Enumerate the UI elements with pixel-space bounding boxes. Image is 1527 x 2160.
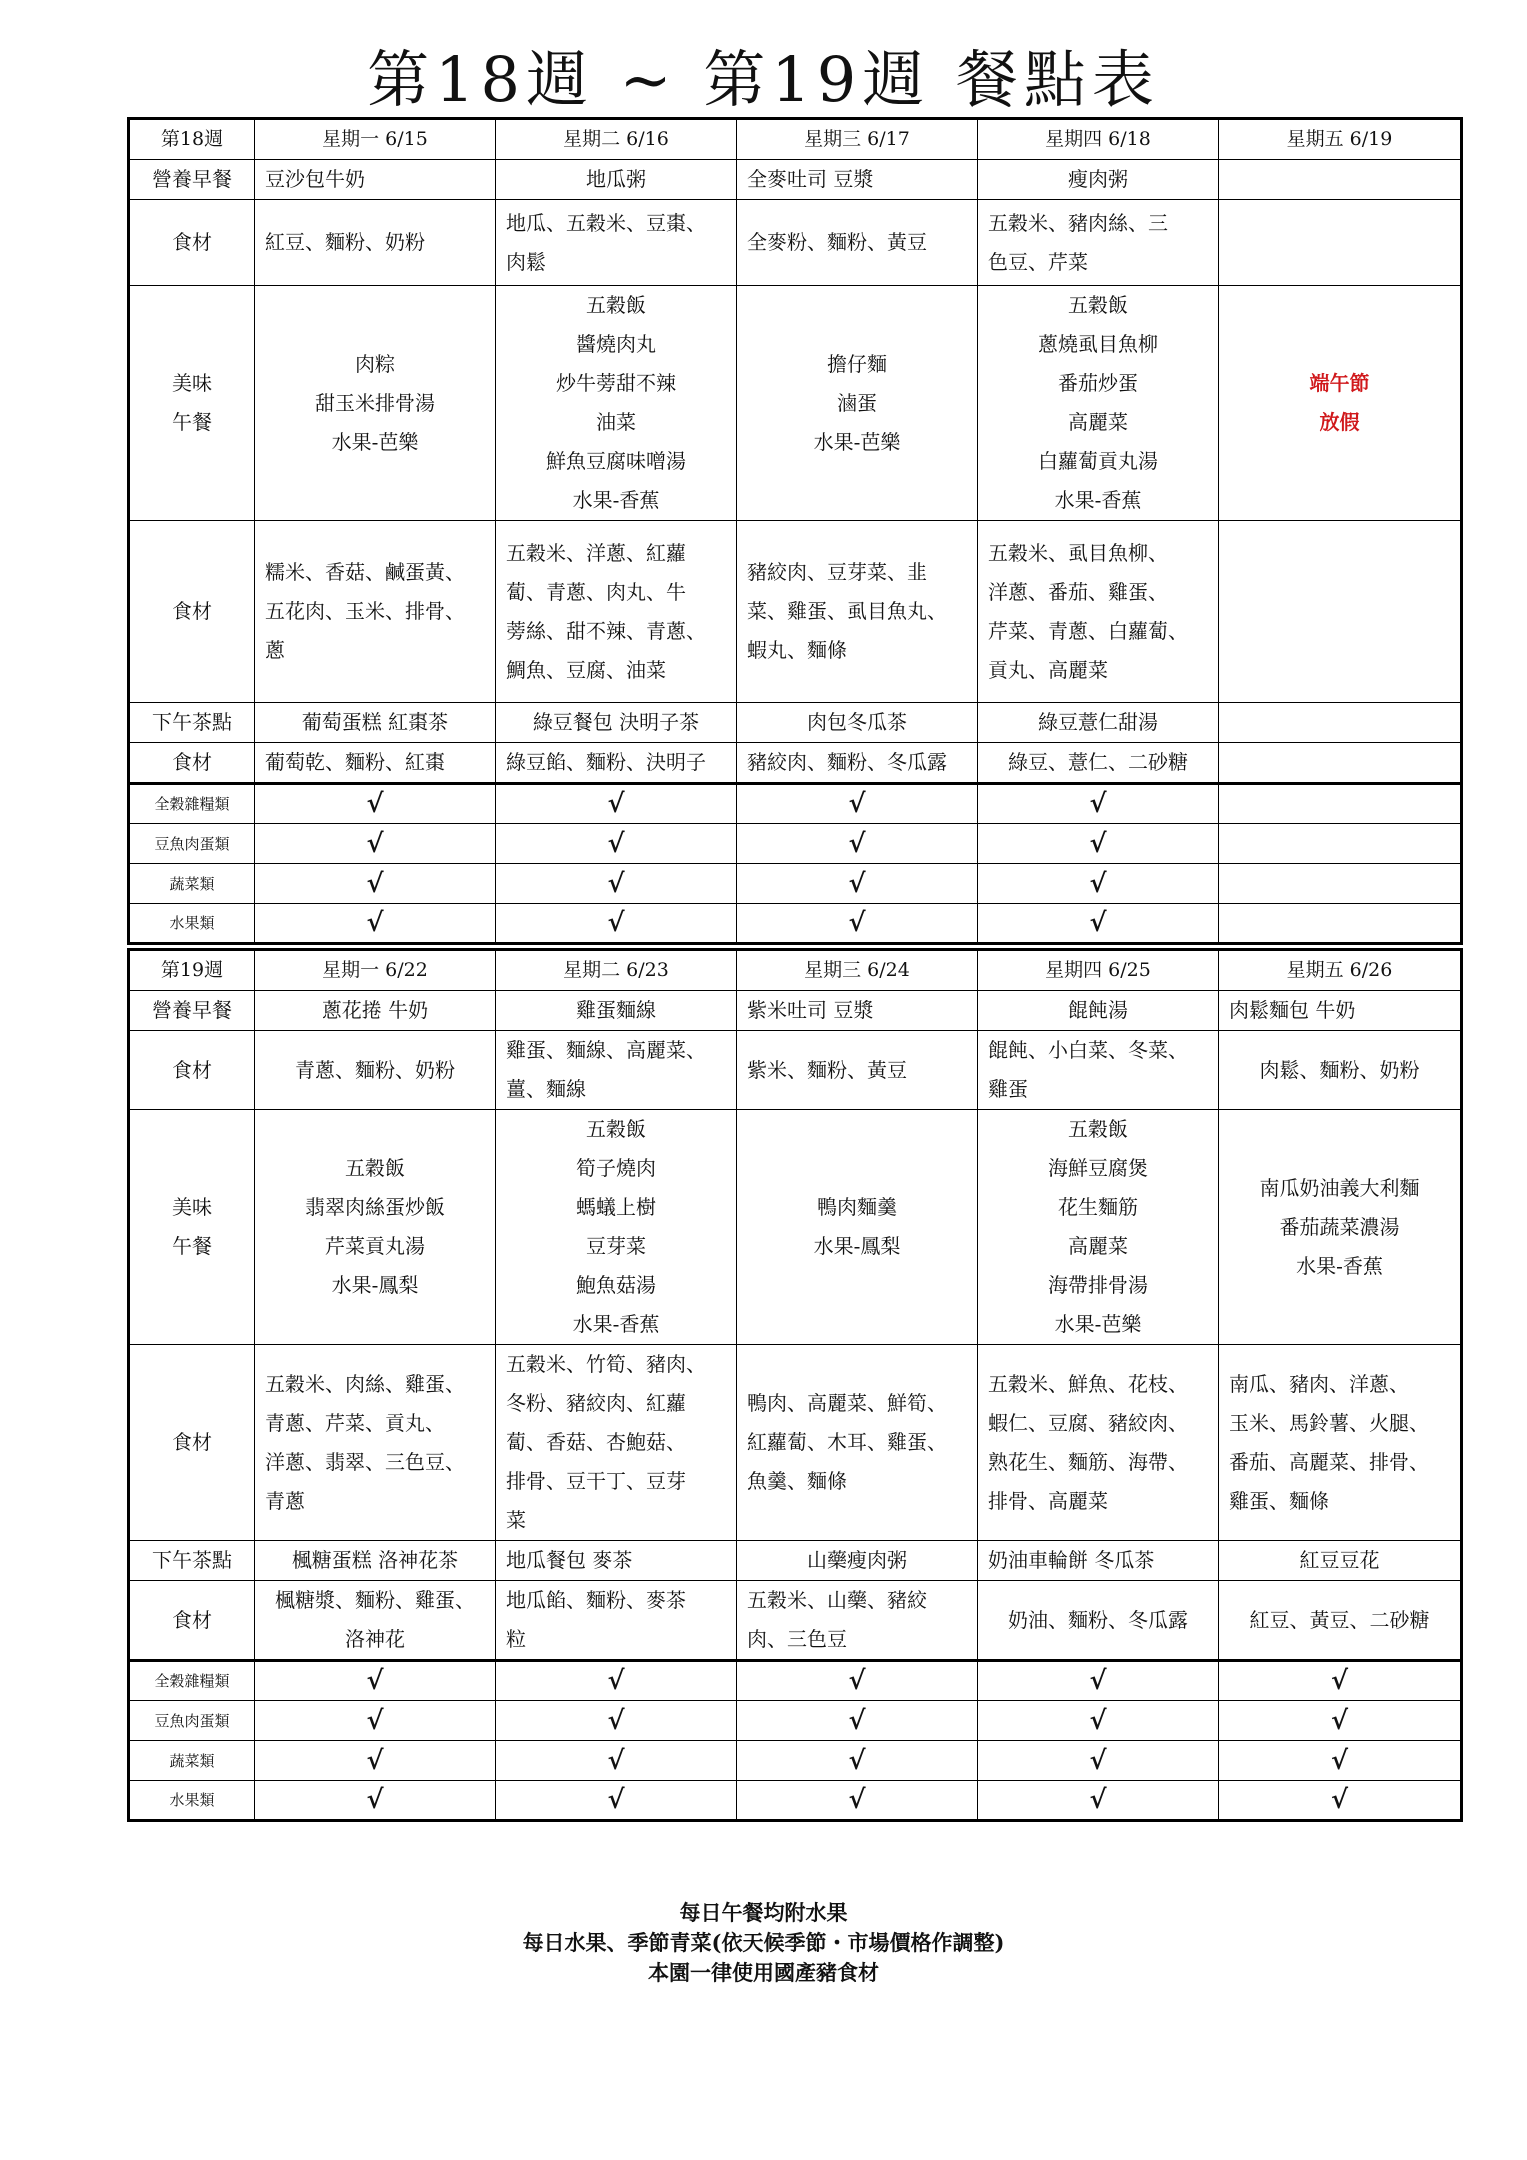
breakfast-cell-line: 雞蛋麵線 <box>576 998 656 1022</box>
row-label <box>129 521 255 703</box>
lunch-ingredients-cell-line: 雞蛋、麵條 <box>1229 1488 1329 1513</box>
food-group-protein-row <box>129 824 1462 864</box>
lunch-cell-line: 番茄蔬菜濃湯 <box>1279 1214 1400 1239</box>
row-label <box>129 991 255 1031</box>
week-header-row <box>129 950 1462 991</box>
lunch-ingredients-cell-line: 青蔥、芹菜、貢丸、 <box>265 1410 445 1435</box>
lunch-cell-line: 鮮魚豆腐味噌湯 <box>546 449 686 473</box>
week-label: 第18週 <box>129 119 255 160</box>
day-header: 星期一 6/22 <box>255 950 496 991</box>
lunch-ingredients-cell-line: 五穀米、竹筍、豬肉、 <box>506 1352 706 1376</box>
lunch-cell-line: 端午節 <box>1309 371 1370 395</box>
lunch-ingredients-cell-line: 豬絞肉、豆芽菜、韭 <box>747 560 927 584</box>
snack-ingredients-cell-line: 楓糖漿、麵粉、雞蛋、 <box>275 1588 475 1612</box>
checkmark-icon: √ <box>255 1701 496 1741</box>
lunch-cell-line: 油菜 <box>596 410 636 434</box>
food-group-fruits-row <box>129 904 1462 944</box>
lunch-cell <box>1219 1110 1462 1345</box>
lunch-cell-line: 五穀飯 <box>1068 1117 1128 1141</box>
lunch-row <box>129 1110 1462 1345</box>
lunch-ingredients-cell <box>737 1345 978 1541</box>
checkmark-icon <box>1219 824 1462 864</box>
row-label-line: 食材 <box>172 230 212 254</box>
snack-cell-line: 肉包冬瓜茶 <box>807 710 907 734</box>
row-label <box>129 1345 255 1541</box>
lunch-ingredients-cell-line: 鴨肉、高麗菜、鮮筍、 <box>747 1391 947 1415</box>
food-group-grains-row <box>129 784 1462 824</box>
checkmark-icon: √ <box>496 824 737 864</box>
row-label-line: 食材 <box>172 1607 212 1632</box>
checkmark-icon: √ <box>1219 1661 1462 1701</box>
lunch-ingredients-cell-line: 五穀米、肉絲、雞蛋、 <box>265 1371 465 1396</box>
breakfast-ingredients-cell-line: 地瓜、五穀米、豆棗、 <box>506 210 706 235</box>
food-group-vegetables-row <box>129 864 1462 904</box>
lunch-cell-line: 鴨肉麵羹 <box>817 1195 897 1219</box>
lunch-cell-line: 高麗菜 <box>1068 410 1128 434</box>
breakfast-cell-line: 肉鬆麵包 牛奶 <box>1229 998 1356 1022</box>
lunch-cell-line: 白蘿蔔貢丸湯 <box>1038 449 1158 473</box>
lunch-row <box>129 286 1462 521</box>
breakfast-ingredients-cell <box>978 1031 1219 1110</box>
checkmark-icon <box>1219 784 1462 824</box>
breakfast-cell-line: 紫米吐司 豆漿 <box>747 998 874 1022</box>
snack-ingredients-cell <box>496 743 737 784</box>
lunch-ingredients-cell-line: 蔔、香菇、杏鮑菇、 <box>506 1430 686 1454</box>
lunch-ingredients-cell-line: 洋蔥、翡翠、三色豆、 <box>265 1449 465 1474</box>
lunch-cell-line: 炒牛蒡甜不辣 <box>556 371 676 395</box>
lunch-cell-line: 花生麵筋 <box>1058 1195 1138 1219</box>
breakfast-ingredients-cell <box>1219 1031 1462 1110</box>
breakfast-cell <box>737 991 978 1031</box>
checkmark-icon <box>1219 864 1462 904</box>
lunch-ingredients-cell-line: 魚羹、麵條 <box>747 1469 847 1493</box>
snack-cell <box>978 1541 1219 1581</box>
day-header: 星期五 6/19 <box>1219 119 1462 160</box>
snack-ingredients-cell-line: 奶油、麵粉、冬瓜露 <box>1008 1607 1188 1632</box>
lunch-cell-line: 芹菜貢丸湯 <box>325 1234 425 1258</box>
breakfast-ingredients-cell-line: 餛飩、小白菜、冬菜、 <box>988 1038 1188 1062</box>
checkmark-icon <box>1219 904 1462 944</box>
breakfast-cell <box>496 160 737 200</box>
checkmark-icon: √ <box>496 784 737 824</box>
snack-ingredients-cell <box>737 1581 978 1661</box>
lunch-cell-line: 醬燒肉丸 <box>576 332 656 356</box>
lunch-ingredients-cell <box>737 521 978 703</box>
lunch-cell-line: 水果-鳳梨 <box>813 1234 901 1258</box>
breakfast-ingredients-cell-line: 雞蛋 <box>988 1077 1028 1101</box>
snack-ingredients-cell <box>1219 743 1462 784</box>
lunch-ingredients-cell-line: 蝦丸、麵條 <box>747 638 847 662</box>
row-label <box>129 1581 255 1661</box>
checkmark-icon: √ <box>737 1741 978 1781</box>
lunch-ingredients-cell <box>1219 1345 1462 1541</box>
checkmark-icon: √ <box>496 1661 737 1701</box>
snack-ingredients-cell <box>255 1581 496 1661</box>
breakfast-ingredients-cell-line: 全麥粉、麵粉、黃豆 <box>747 230 927 254</box>
row-label <box>129 200 255 286</box>
food-group-protein-row <box>129 1701 1462 1741</box>
lunch-ingredients-cell-line: 蔔、青蔥、肉丸、牛 <box>506 579 686 604</box>
lunch-ingredients-cell-line: 鯛魚、豆腐、油菜 <box>506 657 666 682</box>
snack-ingredients-cell-line: 洛神花 <box>345 1627 405 1651</box>
breakfast-ingredients-row <box>129 1031 1462 1110</box>
checkmark-icon: √ <box>255 1661 496 1701</box>
checkmark-icon: √ <box>978 1701 1219 1741</box>
food-group-label: 全穀雜糧類 <box>129 784 255 824</box>
day-header: 星期二 6/23 <box>496 950 737 991</box>
breakfast-cell <box>978 991 1219 1031</box>
lunch-cell-line: 水果-香蕉 <box>572 1312 660 1336</box>
lunch-cell-line: 甜玉米排骨湯 <box>315 390 435 415</box>
checkmark-icon: √ <box>978 824 1219 864</box>
food-group-label: 全穀雜糧類 <box>129 1661 255 1701</box>
snack-ingredients-cell <box>1219 1581 1462 1661</box>
lunch-cell-line: 水果-芭樂 <box>813 429 901 454</box>
lunch-cell-line: 南瓜奶油義大利麵 <box>1259 1175 1420 1200</box>
lunch-ingredients-cell <box>255 1345 496 1541</box>
snack-cell-line: 綠豆餐包 決明子茶 <box>532 710 700 734</box>
footer-notes <box>0 1898 1527 1988</box>
lunch-ingredients-row <box>129 521 1462 703</box>
breakfast-ingredients-cell-line: 肉鬆 <box>506 249 546 274</box>
checkmark-icon: √ <box>1219 1781 1462 1821</box>
checkmark-icon: √ <box>255 784 496 824</box>
food-group-label: 水果類 <box>129 1781 255 1821</box>
snack-cell-line: 楓糖蛋糕 洛神花茶 <box>291 1548 459 1572</box>
lunch-ingredients-cell-line: 菜、雞蛋、虱目魚丸、 <box>747 599 947 623</box>
lunch-ingredients-cell <box>1219 521 1462 703</box>
snack-ingredients-cell-line: 肉、三色豆 <box>747 1627 847 1651</box>
row-label-line: 下午茶點 <box>152 1548 232 1572</box>
lunch-cell <box>496 286 737 521</box>
snack-ingredients-cell <box>255 743 496 784</box>
snack-ingredients-cell-line: 粒 <box>506 1627 526 1651</box>
lunch-cell <box>737 1110 978 1345</box>
lunch-cell <box>978 286 1219 521</box>
checkmark-icon: √ <box>1219 1701 1462 1741</box>
lunch-ingredients-cell-line: 五穀米、鮮魚、花枝、 <box>988 1371 1188 1396</box>
row-label-line: 食材 <box>172 1057 212 1082</box>
breakfast-ingredients-cell <box>496 200 737 286</box>
lunch-ingredients-cell-line: 五花肉、玉米、排骨、 <box>265 599 465 623</box>
snack-row <box>129 703 1462 743</box>
lunch-cell-line: 水果-鳳梨 <box>331 1273 419 1297</box>
breakfast-ingredients-row <box>129 200 1462 286</box>
day-header: 星期二 6/16 <box>496 119 737 160</box>
breakfast-row <box>129 991 1462 1031</box>
snack-cell-line: 奶油車輪餅 冬瓜茶 <box>988 1548 1155 1572</box>
lunch-cell <box>496 1110 737 1345</box>
breakfast-cell <box>978 160 1219 200</box>
breakfast-ingredients-cell-line: 雞蛋、麵線、高麗菜、 <box>506 1038 706 1062</box>
lunch-cell-line: 水果-香蕉 <box>1296 1253 1383 1278</box>
snack-cell <box>737 1541 978 1581</box>
lunch-cell-line: 螞蟻上樹 <box>576 1195 656 1219</box>
snack-ingredients-cell-line: 地瓜餡、麵粉、麥茶 <box>506 1588 686 1612</box>
snack-cell-line: 葡萄蛋糕 紅棗茶 <box>301 710 449 734</box>
lunch-cell-line: 筍子燒肉 <box>576 1156 656 1180</box>
lunch-cell-line: 水果-香蕉 <box>1054 488 1142 512</box>
snack-ingredients-row <box>129 743 1462 784</box>
lunch-ingredients-cell-line: 洋蔥、番茄、雞蛋、 <box>988 579 1168 604</box>
checkmark-icon: √ <box>496 1741 737 1781</box>
checkmark-icon: √ <box>978 784 1219 824</box>
checkmark-icon: √ <box>737 1701 978 1741</box>
lunch-cell-line: 番茄炒蛋 <box>1058 371 1138 395</box>
day-header: 星期三 6/24 <box>737 950 978 991</box>
snack-cell-line: 綠豆薏仁甜湯 <box>1038 710 1158 734</box>
row-label <box>129 1541 255 1581</box>
breakfast-row <box>129 160 1462 200</box>
lunch-ingredients-cell-line: 蔥 <box>265 638 285 662</box>
breakfast-cell <box>255 160 496 200</box>
lunch-ingredients-cell-line: 五穀米、洋蔥、紅蘿 <box>506 540 686 565</box>
day-header: 星期四 6/18 <box>978 119 1219 160</box>
lunch-cell <box>1219 286 1462 521</box>
food-group-label: 豆魚肉蛋類 <box>129 1701 255 1741</box>
checkmark-icon: √ <box>255 1781 496 1821</box>
lunch-cell-line: 海鮮豆腐煲 <box>1048 1156 1148 1180</box>
snack-cell <box>496 703 737 743</box>
lunch-cell <box>255 286 496 521</box>
snack-cell <box>255 1541 496 1581</box>
row-label-line: 食材 <box>172 1430 212 1454</box>
checkmark-icon: √ <box>1219 1741 1462 1781</box>
lunch-ingredients-cell <box>978 1345 1219 1541</box>
row-label-line: 美味 <box>172 1195 212 1219</box>
checkmark-icon: √ <box>496 864 737 904</box>
breakfast-ingredients-cell-line: 肉鬆、麵粉、奶粉 <box>1259 1057 1420 1082</box>
breakfast-cell-line: 餛飩湯 <box>1068 998 1128 1022</box>
lunch-ingredients-cell <box>255 521 496 703</box>
footer-line: 本園一律使用國產豬食材 <box>648 1960 879 1985</box>
lunch-cell-line: 擔仔麵 <box>827 351 887 376</box>
snack-ingredients-cell-line: 紅豆、黃豆、二砂糖 <box>1249 1607 1430 1632</box>
snack-cell <box>1219 1541 1462 1581</box>
lunch-ingredients-cell-line: 五穀米、虱目魚柳、 <box>988 540 1168 565</box>
food-group-fruits-row <box>129 1781 1462 1821</box>
snack-row <box>129 1541 1462 1581</box>
snack-ingredients-row <box>129 1581 1462 1661</box>
row-label <box>129 1110 255 1345</box>
food-group-grains-row <box>129 1661 1462 1701</box>
lunch-ingredients-cell-line: 青蔥 <box>265 1488 305 1513</box>
food-group-label: 豆魚肉蛋類 <box>129 824 255 864</box>
checkmark-icon: √ <box>978 1781 1219 1821</box>
lunch-ingredients-cell <box>496 521 737 703</box>
checkmark-icon: √ <box>737 1661 978 1701</box>
row-label <box>129 1031 255 1110</box>
week-19-menu-table <box>127 948 1463 1822</box>
breakfast-cell-line: 瘦肉粥 <box>1068 167 1128 191</box>
checkmark-icon: √ <box>978 1741 1219 1781</box>
lunch-cell-line: 高麗菜 <box>1068 1234 1128 1258</box>
lunch-ingredients-row <box>129 1345 1462 1541</box>
row-label-line: 下午茶點 <box>152 710 232 734</box>
day-header: 星期四 6/25 <box>978 950 1219 991</box>
checkmark-icon: √ <box>255 824 496 864</box>
breakfast-cell-line: 地瓜粥 <box>586 167 646 191</box>
food-group-label: 水果類 <box>129 904 255 944</box>
row-label <box>129 703 255 743</box>
lunch-cell-line: 翡翠肉絲蛋炒飯 <box>305 1195 445 1219</box>
breakfast-ingredients-cell <box>737 200 978 286</box>
checkmark-icon: √ <box>496 904 737 944</box>
breakfast-ingredients-cell <box>737 1031 978 1110</box>
lunch-cell-line: 五穀飯 <box>345 1156 405 1180</box>
breakfast-cell <box>255 991 496 1031</box>
checkmark-icon: √ <box>737 1781 978 1821</box>
lunch-ingredients-cell-line: 蒡絲、甜不辣、青蔥、 <box>506 618 706 643</box>
lunch-cell-line: 肉粽 <box>355 351 395 376</box>
snack-cell <box>978 703 1219 743</box>
footer-line: 每日午餐均附水果 <box>679 1900 848 1925</box>
lunch-ingredients-cell <box>978 521 1219 703</box>
breakfast-cell <box>737 160 978 200</box>
row-label <box>129 743 255 784</box>
lunch-ingredients-cell-line: 菜 <box>506 1508 526 1532</box>
week-18-menu-table <box>127 117 1463 945</box>
snack-cell <box>1219 703 1462 743</box>
breakfast-cell <box>496 991 737 1031</box>
snack-ingredients-cell <box>496 1581 737 1661</box>
week-label: 第19週 <box>129 950 255 991</box>
day-header: 星期三 6/17 <box>737 119 978 160</box>
snack-ingredients-cell-line: 五穀米、山藥、豬絞 <box>747 1588 927 1612</box>
lunch-cell-line: 水果-芭樂 <box>331 429 419 454</box>
lunch-cell-line: 鮑魚菇湯 <box>576 1273 656 1297</box>
lunch-cell <box>255 1110 496 1345</box>
snack-cell <box>496 1541 737 1581</box>
checkmark-icon: √ <box>737 784 978 824</box>
lunch-ingredients-cell-line: 番茄、高麗菜、排骨、 <box>1229 1449 1429 1474</box>
checkmark-icon: √ <box>737 824 978 864</box>
checkmark-icon: √ <box>978 904 1219 944</box>
lunch-cell <box>978 1110 1219 1345</box>
snack-ingredients-cell <box>737 743 978 784</box>
breakfast-cell-line: 蔥花捲 牛奶 <box>321 998 429 1022</box>
snack-cell-line: 山藥瘦肉粥 <box>807 1548 907 1572</box>
snack-cell-line: 地瓜餐包 麥茶 <box>506 1548 633 1572</box>
snack-ingredients-cell-line: 葡萄乾、麵粉、紅棗 <box>265 750 445 774</box>
row-label-line: 午餐 <box>172 1234 212 1258</box>
checkmark-icon: √ <box>978 864 1219 904</box>
breakfast-cell <box>1219 991 1462 1031</box>
snack-ingredients-cell-line: 豬絞肉、麵粉、冬瓜露 <box>747 750 947 774</box>
checkmark-icon: √ <box>255 1741 496 1781</box>
snack-ingredients-cell-line: 綠豆餡、麵粉、決明子 <box>506 750 706 774</box>
breakfast-ingredients-cell <box>496 1031 737 1110</box>
lunch-ingredients-cell-line: 排骨、豆干丁、豆芽 <box>506 1469 686 1493</box>
day-header: 星期一 6/15 <box>255 119 496 160</box>
lunch-cell-line: 五穀飯 <box>586 1117 646 1141</box>
lunch-cell-line: 滷蛋 <box>837 390 877 415</box>
lunch-cell-line: 五穀飯 <box>1068 293 1128 317</box>
breakfast-ingredients-cell-line: 紅豆、麵粉、奶粉 <box>265 230 425 254</box>
lunch-ingredients-cell-line: 熟花生、麵筋、海帶、 <box>988 1449 1188 1474</box>
lunch-ingredients-cell-line: 紅蘿蔔、木耳、雞蛋、 <box>747 1430 947 1454</box>
snack-ingredients-cell-line: 綠豆、薏仁、二砂糖 <box>1008 750 1188 774</box>
lunch-cell-line: 蔥燒虱目魚柳 <box>1038 332 1158 356</box>
breakfast-cell <box>1219 160 1462 200</box>
lunch-cell-line: 海帶排骨湯 <box>1048 1273 1148 1297</box>
breakfast-ingredients-cell <box>1219 200 1462 286</box>
lunch-ingredients-cell-line: 排骨、高麗菜 <box>988 1488 1108 1513</box>
lunch-cell-line: 水果-香蕉 <box>572 488 660 512</box>
breakfast-ingredients-cell-line: 五穀米、豬肉絲、三 <box>988 210 1168 235</box>
breakfast-ingredients-cell <box>255 200 496 286</box>
checkmark-icon: √ <box>496 1781 737 1821</box>
row-label-line: 美味 <box>172 371 212 395</box>
row-label <box>129 160 255 200</box>
lunch-cell-line: 五穀飯 <box>586 293 646 317</box>
lunch-cell-line: 水果-芭樂 <box>1054 1312 1142 1336</box>
checkmark-icon: √ <box>737 904 978 944</box>
page-title: 第18週 ~ 第19週 餐點表 <box>367 43 1160 116</box>
row-label <box>129 286 255 521</box>
food-group-vegetables-row <box>129 1741 1462 1781</box>
breakfast-ingredients-cell-line: 紫米、麵粉、黃豆 <box>747 1057 907 1082</box>
row-label-line: 午餐 <box>172 410 212 434</box>
snack-ingredients-cell <box>978 1581 1219 1661</box>
breakfast-ingredients-cell <box>978 200 1219 286</box>
checkmark-icon: √ <box>737 864 978 904</box>
row-label-line: 營養早餐 <box>152 998 232 1022</box>
snack-cell <box>255 703 496 743</box>
breakfast-ingredients-cell-line: 薑、麵線 <box>506 1077 586 1101</box>
checkmark-icon: √ <box>255 864 496 904</box>
lunch-ingredients-cell-line: 貢丸、高麗菜 <box>988 657 1108 682</box>
lunch-ingredients-cell-line: 南瓜、豬肉、洋蔥、 <box>1229 1371 1409 1396</box>
day-header: 星期五 6/26 <box>1219 950 1462 991</box>
breakfast-ingredients-cell-line: 青蔥、麵粉、奶粉 <box>295 1057 455 1082</box>
checkmark-icon: √ <box>255 904 496 944</box>
lunch-ingredients-cell-line: 玉米、馬鈴薯、火腿、 <box>1229 1410 1429 1435</box>
lunch-ingredients-cell <box>496 1345 737 1541</box>
breakfast-ingredients-cell-line: 色豆、芹菜 <box>988 249 1088 274</box>
lunch-cell-line: 豆芽菜 <box>586 1234 646 1258</box>
lunch-ingredients-cell-line: 蝦仁、豆腐、豬絞肉、 <box>988 1410 1188 1435</box>
row-label-line: 營養早餐 <box>152 167 232 191</box>
checkmark-icon: √ <box>496 1701 737 1741</box>
lunch-cell-line: 放假 <box>1319 410 1360 434</box>
breakfast-cell-line: 全麥吐司 豆漿 <box>747 167 874 191</box>
footer-line: 每日水果、季節青菜(依天候季節・市場價格作調整) <box>522 1930 1005 1955</box>
snack-cell-line: 紅豆豆花 <box>1299 1548 1380 1572</box>
snack-cell <box>737 703 978 743</box>
row-label-line: 食材 <box>172 750 212 774</box>
food-group-label: 蔬菜類 <box>129 864 255 904</box>
breakfast-cell-line: 豆沙包牛奶 <box>265 167 365 191</box>
snack-ingredients-cell <box>978 743 1219 784</box>
food-group-label: 蔬菜類 <box>129 1741 255 1781</box>
lunch-cell <box>737 286 978 521</box>
breakfast-ingredients-cell <box>255 1031 496 1110</box>
row-label-line: 食材 <box>172 599 212 623</box>
lunch-ingredients-cell-line: 糯米、香菇、鹹蛋黃、 <box>265 560 465 584</box>
lunch-ingredients-cell-line: 芹菜、青蔥、白蘿蔔、 <box>988 618 1188 643</box>
week-header-row <box>129 119 1462 160</box>
lunch-ingredients-cell-line: 冬粉、豬絞肉、紅蘿 <box>506 1391 686 1415</box>
checkmark-icon: √ <box>978 1661 1219 1701</box>
